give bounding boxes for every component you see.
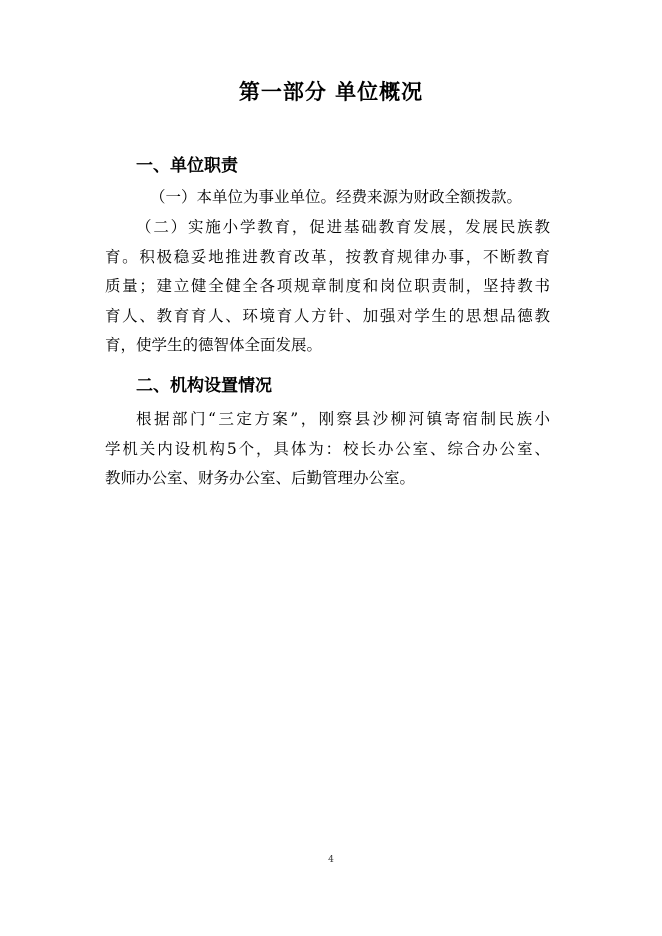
paragraph-line: （一）本单位为事业单位。经费来源为财政全额拨款。 (150, 188, 523, 206)
paragraph-line: 育，使学生的德智体全面发展。 (105, 336, 323, 354)
paragraph-education-duties (105, 213, 550, 361)
paragraph-line: 根据部门“三定方案”，刚察县沙柳河镇寄宿制民族小 (136, 410, 550, 428)
paragraph-line: （二）实施小学教育，促进基础教育发展，发展民族教 (136, 218, 550, 236)
paragraph-line: 育。积极稳妥地推进教育改革，按教育规律办事，不断教育 (105, 247, 550, 266)
paragraph-line: 质量；建立健全健全各项规章制度和岗位职责制，坚持教书 (105, 277, 550, 295)
section-heading-organization: 二、机构设置情况 (136, 376, 272, 396)
section-heading-unit-duties: 一、单位职责 (136, 156, 238, 176)
paragraph-line: 教师办公室、财务办公室、后勤管理办公室。 (105, 469, 416, 487)
paragraph-line: 育人、教育育人、环境育人方针、加强对学生的思想品德教 (105, 306, 550, 325)
paragraph-organization (105, 405, 550, 494)
page-number: 4 (328, 855, 334, 865)
paragraph-unit-type (150, 183, 550, 213)
page-title: 第一部分 单位概况 (238, 80, 424, 104)
paragraph-line: 学机关内设机构5个，具体为：校长办公室、综合办公室、 (105, 439, 550, 458)
